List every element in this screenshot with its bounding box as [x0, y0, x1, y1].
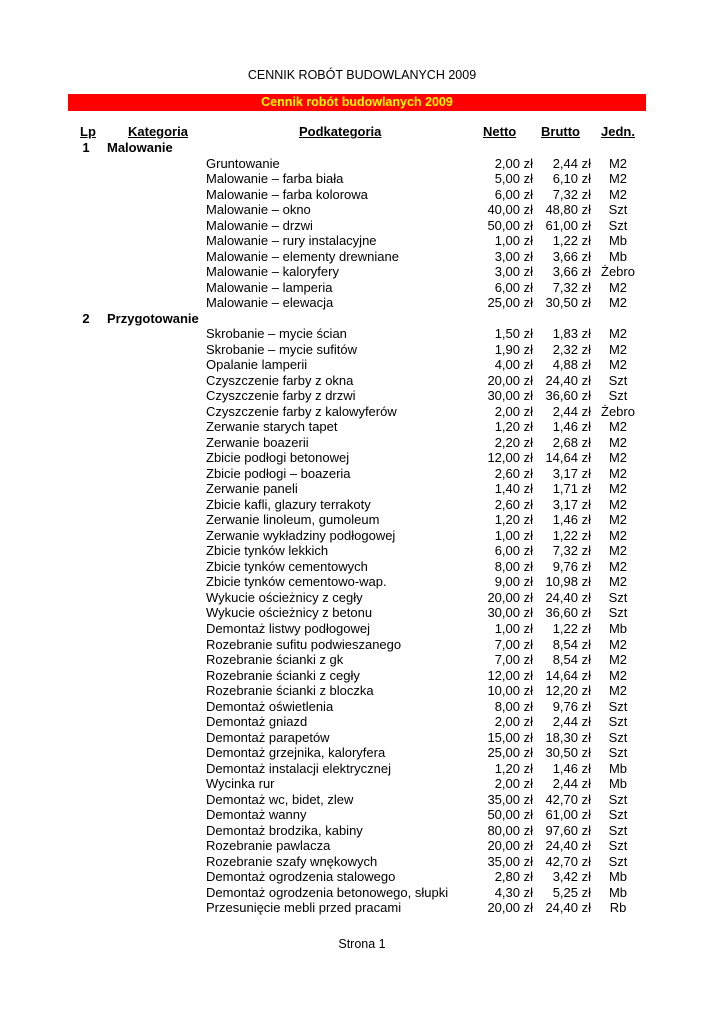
row-subcategory: Zerwanie linoleum, gumoleum — [206, 512, 380, 528]
row-gross-price: 14,64 zł — [545, 450, 591, 466]
column-header-lp: Lp — [80, 124, 96, 139]
row-gross-price: 9,76 zł — [552, 558, 591, 574]
column-header-unit: Jedn. — [601, 124, 635, 139]
table-row — [0, 699, 724, 715]
row-net-price: 2,80 zł — [494, 869, 533, 885]
table-row — [0, 854, 724, 870]
row-gross-price: 1,83 zł — [552, 326, 591, 342]
table-row — [0, 512, 724, 528]
row-unit: Szt — [608, 838, 628, 854]
table-row — [0, 730, 724, 746]
row-net-price: 5,00 zł — [494, 171, 533, 187]
row-subcategory: Wykucie ościeżnicy z betonu — [206, 605, 373, 621]
row-subcategory: Demontaż parapetów — [206, 729, 330, 745]
row-net-price: 35,00 zł — [487, 853, 533, 869]
table-row — [0, 543, 724, 559]
row-unit: M2 — [608, 326, 628, 342]
row-subcategory: Malowanie – okno — [206, 202, 311, 218]
row-net-price: 20,00 zł — [487, 900, 533, 916]
table-row — [0, 388, 724, 404]
row-gross-price: 36,60 zł — [545, 388, 591, 404]
table-row — [0, 171, 724, 187]
table-row — [0, 807, 724, 823]
row-net-price: 1,20 zł — [494, 512, 533, 528]
row-gross-price: 24,40 zł — [545, 838, 591, 854]
table-row — [0, 202, 724, 218]
row-gross-price: 7,32 zł — [552, 543, 591, 559]
row-unit: M2 — [608, 450, 628, 466]
table-row — [0, 187, 724, 203]
row-subcategory: Malowanie – kaloryfery — [206, 264, 339, 280]
row-gross-price: 1,46 zł — [552, 512, 591, 528]
table-row — [0, 295, 724, 311]
row-gross-price: 10,98 zł — [545, 574, 591, 590]
row-subcategory: Zbicie podłogi betonowej — [206, 450, 350, 466]
row-gross-price: 24,40 zł — [545, 900, 591, 916]
row-subcategory: Zbicie kafli, glazury terrakoty — [206, 496, 371, 512]
table-row — [0, 218, 724, 234]
row-net-price: 3,00 zł — [494, 248, 533, 264]
row-unit: Szt — [608, 729, 628, 745]
table-row — [0, 823, 724, 839]
row-subcategory: Zerwanie boazerii — [206, 434, 309, 450]
row-subcategory: Wycinka rur — [206, 776, 275, 792]
row-net-price: 20,00 zł — [487, 372, 533, 388]
row-subcategory: Opalanie lamperii — [206, 357, 308, 373]
row-subcategory: Rozebranie szafy wnękowych — [206, 853, 378, 869]
row-gross-price: 2,44 zł — [552, 155, 591, 171]
row-net-price: 2,20 zł — [494, 434, 533, 450]
row-gross-price: 30,50 zł — [545, 295, 591, 311]
row-gross-price: 8,54 zł — [552, 636, 591, 652]
row-unit: Żebro — [601, 403, 635, 419]
row-gross-price: 1,22 zł — [552, 233, 591, 249]
row-subcategory: Malowanie – farba biała — [206, 171, 344, 187]
row-net-price: 8,00 zł — [494, 558, 533, 574]
row-unit: M2 — [608, 481, 628, 497]
row-net-price: 6,00 zł — [494, 279, 533, 295]
row-net-price: 20,00 zł — [487, 838, 533, 854]
row-gross-price: 3,17 zł — [552, 465, 591, 481]
table-row — [0, 652, 724, 668]
row-gross-price: 5,25 zł — [552, 884, 591, 900]
row-unit: Szt — [608, 589, 628, 605]
row-gross-price: 24,40 zł — [545, 372, 591, 388]
row-unit: M2 — [608, 636, 628, 652]
table-row — [0, 869, 724, 885]
column-header-subcategory: Podkategoria — [299, 124, 382, 139]
row-unit: Szt — [608, 745, 628, 761]
row-gross-price: 42,70 zł — [545, 791, 591, 807]
row-net-price: 15,00 zł — [487, 729, 533, 745]
row-unit: Szt — [608, 807, 628, 823]
row-unit: M2 — [608, 574, 628, 590]
row-net-price: 1,00 zł — [494, 527, 533, 543]
row-net-price: 4,30 zł — [494, 884, 533, 900]
row-lp: 1 — [82, 140, 90, 155]
table-row — [0, 450, 724, 466]
row-net-price: 25,00 zł — [487, 295, 533, 311]
row-subcategory: Zerwanie paneli — [206, 481, 298, 497]
row-category: Malowanie — [107, 140, 173, 155]
row-lp: 2 — [82, 310, 90, 326]
table-row — [0, 776, 724, 792]
column-header-net: Netto — [483, 124, 517, 139]
row-net-price: 1,20 zł — [494, 419, 533, 435]
row-net-price: 40,00 zł — [487, 202, 533, 218]
row-subcategory: Zerwanie starych tapet — [206, 419, 338, 435]
table-row — [0, 404, 724, 420]
row-unit: M2 — [608, 357, 628, 373]
row-subcategory: Zbicie podłogi – boazeria — [206, 465, 351, 481]
row-net-price: 1,90 zł — [494, 341, 533, 357]
row-gross-price: 24,40 zł — [545, 589, 591, 605]
row-gross-price: 8,54 zł — [552, 652, 591, 668]
row-gross-price: 42,70 zł — [545, 853, 591, 869]
row-gross-price: 7,32 zł — [552, 279, 591, 295]
row-unit: Szt — [608, 388, 628, 404]
row-net-price: 7,00 zł — [494, 652, 533, 668]
row-unit: M2 — [608, 558, 628, 574]
price-list-banner: Cennik robót budowlanych 2009 — [68, 94, 646, 111]
row-net-price: 1,20 zł — [494, 760, 533, 776]
table-row — [0, 280, 724, 296]
row-subcategory: Przesunięcie mebli przed pracami — [206, 900, 402, 916]
row-unit: M2 — [608, 683, 628, 699]
row-unit: Mb — [608, 884, 628, 900]
row-subcategory: Rozebranie ścianki z bloczka — [206, 683, 374, 699]
row-gross-price: 30,50 zł — [545, 745, 591, 761]
row-subcategory: Czyszczenie farby z kalowyferów — [206, 403, 397, 419]
row-gross-price: 1,22 zł — [552, 620, 591, 636]
row-gross-price: 2,44 zł — [552, 403, 591, 419]
row-net-price: 12,00 zł — [487, 667, 533, 683]
row-subcategory: Demontaż wanny — [206, 807, 307, 823]
row-subcategory: Malowanie – rury instalacyjne — [206, 233, 377, 249]
row-unit: M2 — [608, 496, 628, 512]
row-unit: M2 — [608, 419, 628, 435]
row-gross-price: 7,32 zł — [552, 186, 591, 202]
row-gross-price: 3,42 zł — [552, 869, 591, 885]
row-gross-price: 3,66 zł — [552, 248, 591, 264]
row-net-price: 2,60 zł — [494, 465, 533, 481]
table-row — [0, 838, 724, 854]
row-unit: Szt — [608, 698, 628, 714]
row-gross-price: 48,80 zł — [545, 202, 591, 218]
row-gross-price: 2,32 zł — [552, 341, 591, 357]
table-row — [0, 621, 724, 637]
row-net-price: 4,00 zł — [494, 357, 533, 373]
row-subcategory: Malowanie – farba kolorowa — [206, 186, 368, 202]
row-subcategory: Demontaż ogrodzenia stalowego — [206, 869, 396, 885]
table-row — [0, 481, 724, 497]
row-subcategory: Zbicie tynków cementowo-wap. — [206, 574, 387, 590]
row-net-price: 50,00 zł — [487, 217, 533, 233]
row-unit: Żebro — [601, 264, 635, 280]
row-gross-price: 2,68 zł — [552, 434, 591, 450]
row-net-price: 10,00 zł — [487, 683, 533, 699]
row-gross-price: 4,88 zł — [552, 357, 591, 373]
table-row — [0, 900, 724, 916]
row-net-price: 20,00 zł — [487, 589, 533, 605]
row-net-price: 1,40 zł — [494, 481, 533, 497]
row-unit: M2 — [608, 279, 628, 295]
row-unit: Szt — [608, 714, 628, 730]
row-unit: Szt — [608, 853, 628, 869]
table-row — [0, 745, 724, 761]
row-gross-price: 2,44 zł — [552, 776, 591, 792]
row-unit: Mb — [608, 760, 628, 776]
row-subcategory: Czyszczenie farby z drzwi — [206, 388, 356, 404]
column-header-category: Kategoria — [128, 124, 188, 139]
row-subcategory: Demontaż brodzika, kabiny — [206, 822, 363, 838]
row-unit: Mb — [608, 869, 628, 885]
table-row — [0, 668, 724, 684]
table-row — [0, 357, 724, 373]
row-unit: Mb — [608, 233, 628, 249]
row-net-price: 50,00 zł — [487, 807, 533, 823]
row-gross-price: 3,66 zł — [552, 264, 591, 280]
row-subcategory: Demontaż oświetlenia — [206, 698, 334, 714]
table-row — [0, 233, 724, 249]
row-unit: M2 — [608, 652, 628, 668]
table-row — [0, 683, 724, 699]
row-unit: M2 — [608, 341, 628, 357]
row-subcategory: Demontaż listwy podłogowej — [206, 620, 371, 636]
row-unit: M2 — [608, 543, 628, 559]
row-net-price: 25,00 zł — [487, 745, 533, 761]
row-unit: Mb — [608, 776, 628, 792]
row-unit: Szt — [608, 372, 628, 388]
row-subcategory: Rozebranie pawlacza — [206, 838, 331, 854]
row-subcategory: Skrobanie – mycie sufitów — [206, 341, 358, 357]
table-row — [0, 574, 724, 590]
row-subcategory: Malowanie – lamperia — [206, 279, 333, 295]
row-net-price: 9,00 zł — [494, 574, 533, 590]
row-net-price: 2,00 zł — [494, 403, 533, 419]
row-subcategory: Demontaż grzejnika, kaloryfera — [206, 745, 386, 761]
row-gross-price: 6,10 zł — [552, 171, 591, 187]
row-unit: Szt — [608, 217, 628, 233]
row-net-price: 2,00 zł — [494, 714, 533, 730]
row-unit: M2 — [608, 465, 628, 481]
table-row — [0, 590, 724, 606]
row-unit: Rb — [609, 900, 627, 916]
row-unit: Mb — [608, 248, 628, 264]
row-net-price: 2,00 zł — [494, 155, 533, 171]
row-unit: M2 — [608, 171, 628, 187]
row-subcategory: Rozebranie ścianki z gk — [206, 652, 344, 668]
row-unit: M2 — [608, 186, 628, 202]
row-unit: M2 — [608, 667, 628, 683]
row-unit: Mb — [608, 620, 628, 636]
category-row — [0, 311, 724, 327]
row-subcategory: Demontaż gniazd — [206, 714, 308, 730]
row-subcategory: Malowanie – drzwi — [206, 217, 313, 233]
table-row — [0, 249, 724, 265]
column-header-gross: Brutto — [541, 124, 580, 139]
row-gross-price: 3,17 zł — [552, 496, 591, 512]
row-subcategory: Zbicie tynków cementowych — [206, 558, 368, 574]
table-row — [0, 497, 724, 513]
row-net-price: 35,00 zł — [487, 791, 533, 807]
row-subcategory: Zerwanie wykładziny podłogowej — [206, 527, 396, 543]
row-gross-price: 12,20 zł — [545, 683, 591, 699]
row-unit: Szt — [608, 202, 628, 218]
table-row — [0, 559, 724, 575]
row-subcategory: Malowanie – elewacja — [206, 295, 334, 311]
row-net-price: 6,00 zł — [494, 543, 533, 559]
row-subcategory: Rozebranie ścianki z cegły — [206, 667, 360, 683]
row-gross-price: 1,71 zł — [552, 481, 591, 497]
row-gross-price: 1,46 zł — [552, 760, 591, 776]
row-unit: Szt — [608, 822, 628, 838]
row-subcategory: Wykucie ościeżnicy z cegły — [206, 589, 363, 605]
row-unit: M2 — [608, 295, 628, 311]
table-row — [0, 885, 724, 901]
row-net-price: 2,60 zł — [494, 496, 533, 512]
table-row — [0, 792, 724, 808]
row-net-price: 2,00 zł — [494, 776, 533, 792]
row-net-price: 12,00 zł — [487, 450, 533, 466]
table-row — [0, 637, 724, 653]
category-row — [0, 140, 724, 156]
table-row — [0, 761, 724, 777]
row-subcategory: Demontaż ogrodzenia betonowego, słupki — [206, 884, 449, 900]
row-subcategory: Zbicie tynków lekkich — [206, 543, 329, 559]
row-net-price: 30,00 zł — [487, 388, 533, 404]
row-subcategory: Rozebranie sufitu podwieszanego — [206, 636, 402, 652]
row-subcategory: Skrobanie – mycie ścian — [206, 326, 347, 342]
price-table — [0, 140, 724, 916]
row-subcategory: Demontaż instalacji elektrycznej — [206, 760, 391, 776]
row-gross-price: 97,60 zł — [545, 822, 591, 838]
table-row — [0, 466, 724, 482]
row-subcategory: Demontaż wc, bidet, zlew — [206, 791, 354, 807]
table-row — [0, 373, 724, 389]
row-net-price: 30,00 zł — [487, 605, 533, 621]
table-row — [0, 605, 724, 621]
row-unit: Szt — [608, 791, 628, 807]
document-title: CENNIK ROBÓT BUDOWLANYCH 2009 — [247, 68, 477, 82]
row-subcategory: Malowanie – elementy drewniane — [206, 248, 399, 264]
row-subcategory: Czyszczenie farby z okna — [206, 372, 354, 388]
table-row — [0, 714, 724, 730]
row-unit: Szt — [608, 605, 628, 621]
table-row — [0, 156, 724, 172]
row-net-price: 1,50 zł — [494, 326, 533, 342]
row-gross-price: 2,44 zł — [552, 714, 591, 730]
table-row — [0, 264, 724, 280]
row-gross-price: 36,60 zł — [545, 605, 591, 621]
table-row — [0, 528, 724, 544]
table-row — [0, 435, 724, 451]
row-gross-price: 1,22 zł — [552, 527, 591, 543]
row-gross-price: 1,46 zł — [552, 419, 591, 435]
row-gross-price: 61,00 zł — [545, 807, 591, 823]
table-row — [0, 326, 724, 342]
row-gross-price: 61,00 zł — [545, 217, 591, 233]
table-row — [0, 342, 724, 358]
row-net-price: 6,00 zł — [494, 186, 533, 202]
row-net-price: 1,00 zł — [494, 233, 533, 249]
page-number: Strona 1 — [338, 937, 386, 951]
row-net-price: 7,00 zł — [494, 636, 533, 652]
row-unit: M2 — [608, 434, 628, 450]
row-subcategory: Gruntowanie — [206, 155, 280, 171]
row-net-price: 80,00 zł — [487, 822, 533, 838]
row-unit: M2 — [608, 155, 628, 171]
row-net-price: 8,00 zł — [494, 698, 533, 714]
row-net-price: 3,00 zł — [494, 264, 533, 280]
row-gross-price: 14,64 zł — [545, 667, 591, 683]
table-row — [0, 419, 724, 435]
row-gross-price: 9,76 zł — [552, 698, 591, 714]
row-unit: M2 — [608, 527, 628, 543]
row-net-price: 1,00 zł — [494, 620, 533, 636]
row-category: Przygotowanie — [107, 310, 199, 326]
row-gross-price: 18,30 zł — [545, 729, 591, 745]
row-unit: M2 — [608, 512, 628, 528]
